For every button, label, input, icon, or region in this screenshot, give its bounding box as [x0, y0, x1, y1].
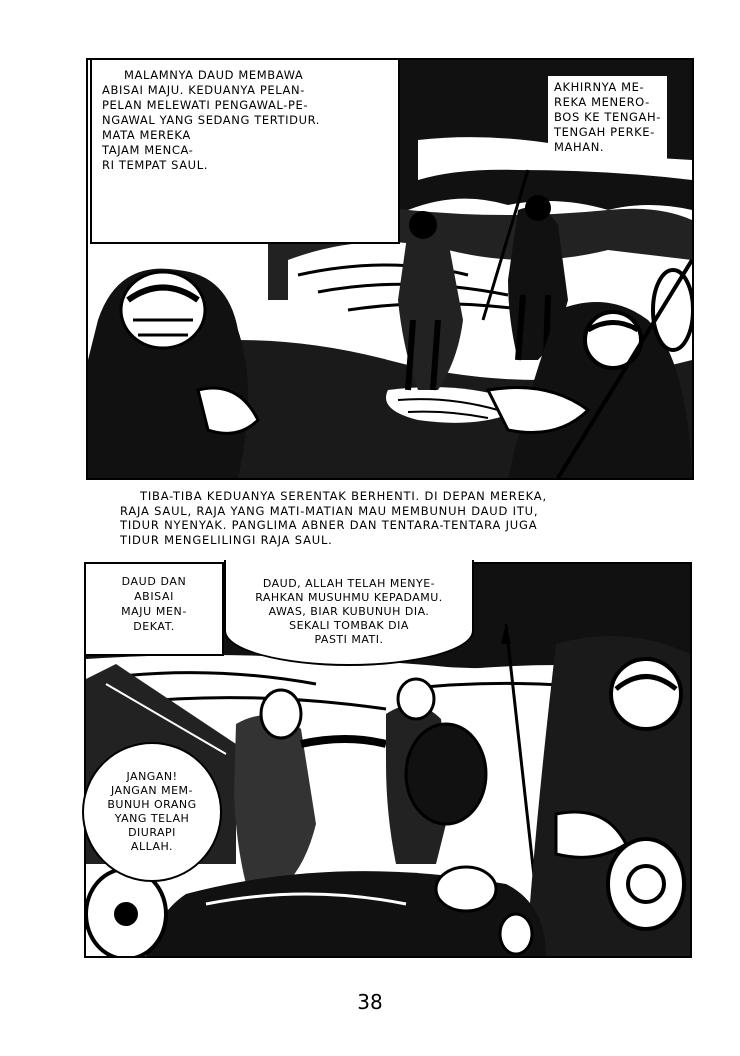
- caption-line: RI TEMPAT SAUL.: [102, 158, 208, 172]
- narration-line: TIBA-TIBA KEDUANYA SERENTAK BERHENTI. DI DEPAN MEREKA,: [140, 489, 547, 503]
- balloon-line: DAUD, ALLAH TELAH MENYE-: [262, 577, 436, 590]
- caption-line: MATA MEREKA: [102, 128, 191, 142]
- caption-line: TENGAH PERKE-: [554, 125, 655, 139]
- narration-line: TIDUR MENGELILINGI RAJA SAUL.: [120, 532, 333, 547]
- balloon-line: BUNUH ORANG: [107, 798, 197, 811]
- balloon-line: JANGAN!: [126, 770, 178, 783]
- page-number: 38: [357, 990, 383, 1014]
- caption-panel2: [84, 562, 224, 656]
- caption-line: TAJAM MENCA-: [102, 143, 194, 157]
- balloon-line: AWAS, BIAR KUBUNUH DIA.: [268, 605, 430, 618]
- balloon-line: ALLAH.: [130, 840, 174, 853]
- caption-line: MALAMNYA DAUD MEMBAWA: [124, 68, 304, 82]
- caption-line: REKA MENERO-: [554, 95, 650, 109]
- caption-line: DAUD DAN: [121, 575, 187, 588]
- caption-line: ABISAI MAJU. KEDUANYA PELAN-: [102, 83, 305, 97]
- balloon-line: PASTI MATI.: [314, 633, 384, 646]
- caption-line: PELAN MELEWATI PENGAWAL-PE-: [102, 98, 309, 112]
- caption-line: MAHAN.: [554, 140, 605, 154]
- balloon-line: DIURAPI: [128, 826, 176, 839]
- caption-line: ABISAI: [134, 590, 174, 603]
- caption-line: DEKAT.: [133, 620, 175, 633]
- narration-line: TIDUR NYENYAK. PANGLIMA ABNER DAN TENTARA-TENTARA JUGA: [120, 518, 538, 532]
- caption-panel1-left: [90, 58, 400, 244]
- balloon-line: RAHKAN MUSUHMU KEPADAMU.: [255, 591, 443, 604]
- caption-line: BOS KE TENGAH-: [554, 110, 662, 124]
- caption-line: MAJU MEN-: [121, 605, 187, 618]
- caption-line: NGAWAL YANG SEDANG TERTIDUR.: [102, 113, 321, 127]
- narration-line: RAJA SAUL, RAJA YANG MATI-MATIAN MAU MEMBUNUH DAUD ITU,: [120, 503, 539, 518]
- balloon-line: SEKALI TOMBAK DIA: [289, 619, 409, 632]
- balloon-line: YANG TELAH: [114, 812, 190, 825]
- narration-text: [120, 489, 680, 547]
- speech-balloon-daud: [82, 742, 222, 882]
- caption-panel1-right: [548, 76, 667, 159]
- caption-line: AKHIRNYA ME-: [554, 80, 645, 94]
- balloon-line: JANGAN MEM-: [111, 784, 193, 797]
- speech-balloon-abisai: [224, 560, 474, 666]
